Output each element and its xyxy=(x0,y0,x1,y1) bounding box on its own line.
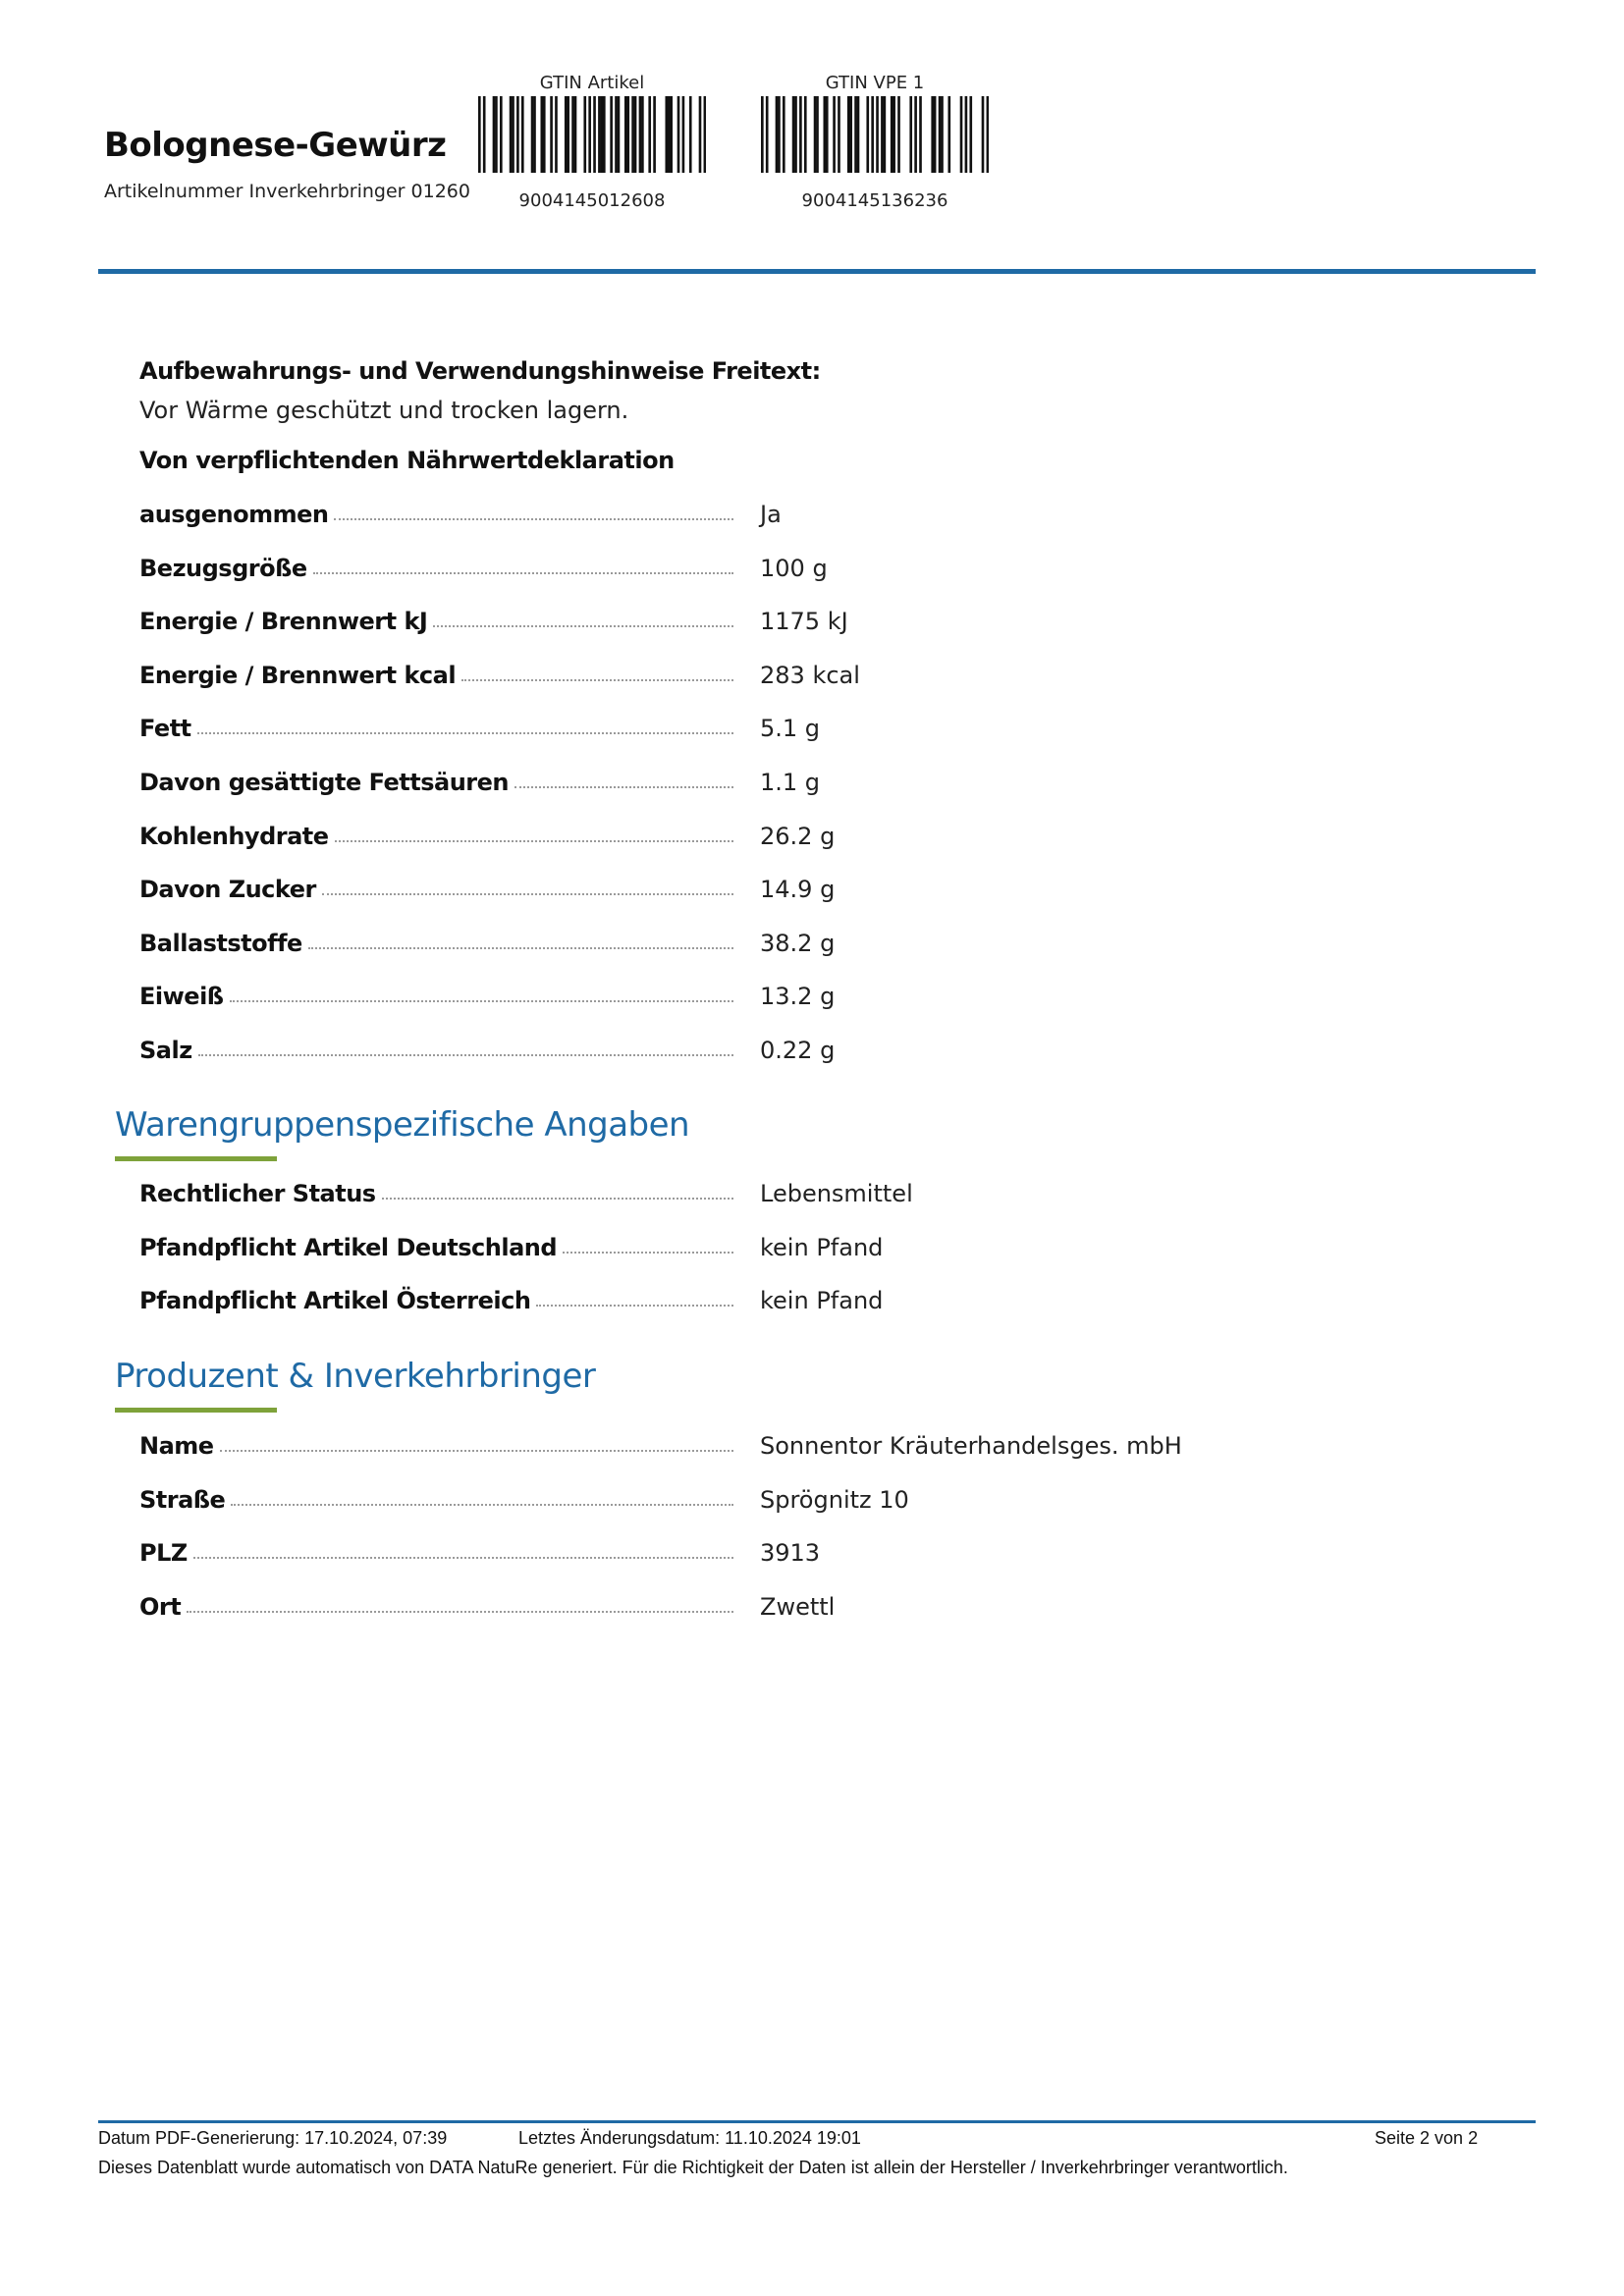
dot-leader xyxy=(335,840,733,842)
barcode-number: 9004145012608 xyxy=(518,190,666,211)
barcode-gtin-artikel xyxy=(469,73,715,211)
barcode-label: GTIN VPE 1 xyxy=(825,73,925,93)
row-value: 13.2 g xyxy=(760,983,836,1011)
footer-generated-date: Datum PDF-Generierung: 17.10.2024, 07:39 xyxy=(98,2128,448,2148)
article-number: Artikelnummer Inverkehrbringer 01260 xyxy=(104,181,470,202)
dot-leader xyxy=(461,679,733,681)
dot-leader xyxy=(433,625,733,627)
row-label: Salz xyxy=(139,1037,192,1064)
row-value: kein Pfand xyxy=(760,1233,884,1261)
storage-heading: Aufbewahrungs- und Verwendungshinweise Freitext: xyxy=(139,357,821,385)
barcode-image xyxy=(761,96,989,173)
table-row xyxy=(139,1029,733,1064)
table-row xyxy=(139,1172,733,1207)
row-label: Ballaststoffe xyxy=(139,929,302,957)
row-label: Davon Zucker xyxy=(139,876,316,904)
row-label: Ort xyxy=(139,1592,182,1621)
section-heading-produzent: Produzent & Inverkehrbringer xyxy=(115,1357,596,1396)
row-value: Sprögnitz 10 xyxy=(760,1485,909,1514)
table-row xyxy=(139,654,733,689)
dot-leader xyxy=(230,1000,733,1002)
row-value: 283 kcal xyxy=(760,661,860,689)
table-row xyxy=(139,1424,733,1460)
dot-leader xyxy=(322,893,733,895)
dot-leader xyxy=(187,1611,733,1613)
storage-text: Vor Wärme geschützt und trocken lagern. xyxy=(139,397,629,424)
row-value: 5.1 g xyxy=(760,715,821,743)
dot-leader xyxy=(563,1252,733,1254)
row-value: 26.2 g xyxy=(760,822,836,850)
row-value: 1.1 g xyxy=(760,769,821,796)
row-label: Name xyxy=(139,1432,214,1460)
row-label: Straße xyxy=(139,1485,226,1514)
row-label: Fett xyxy=(139,715,191,743)
row-value: Ja xyxy=(760,501,782,528)
row-label: Eiweiß xyxy=(139,983,224,1011)
row-label: Energie / Brennwert kJ xyxy=(139,608,428,636)
row-value: 100 g xyxy=(760,554,828,582)
row-label: Energie / Brennwert kcal xyxy=(139,661,457,689)
barcode-label: GTIN Artikel xyxy=(539,73,645,93)
barcode-number: 9004145136236 xyxy=(801,190,948,211)
table-row xyxy=(139,761,733,796)
row-label: Bezugsgröße xyxy=(139,554,307,582)
product-title: Bolognese-Gewürz xyxy=(104,126,447,165)
row-value: Sonnentor Kräuterhandelsges. mbH xyxy=(760,1432,1182,1460)
section-underline xyxy=(115,1408,277,1413)
row-value: 38.2 g xyxy=(760,929,836,957)
table-row xyxy=(139,975,733,1010)
section-underline xyxy=(115,1156,277,1161)
table-row xyxy=(139,493,733,528)
row-value: Zwettl xyxy=(760,1592,836,1621)
barcode-gtin-vpe xyxy=(752,73,998,211)
row-value: 3913 xyxy=(760,1539,821,1568)
row-label: Rechtlicher Status xyxy=(139,1180,376,1207)
dot-leader xyxy=(382,1198,733,1200)
row-value: kein Pfand xyxy=(760,1287,884,1315)
dot-leader xyxy=(334,518,733,520)
table-row xyxy=(139,1279,733,1314)
table-row xyxy=(139,547,733,582)
row-value: Lebensmittel xyxy=(760,1180,913,1207)
row-value: 14.9 g xyxy=(760,876,836,904)
dot-leader xyxy=(197,732,733,734)
footer-divider xyxy=(98,2120,1536,2123)
row-label: Kohlenhydrate xyxy=(139,822,329,850)
dot-leader xyxy=(308,947,733,949)
section-heading-warengruppe: Warengruppenspezifische Angaben xyxy=(115,1105,690,1145)
dot-leader xyxy=(313,572,733,574)
table-row xyxy=(139,707,733,742)
footer-disclaimer: Dieses Datenblatt wurde automatisch von DATA NatuRe generiert. Für die Richtigkeit der Daten ist allein der Hersteller / Inverkehrbringer verantwortlich. xyxy=(98,2158,1288,2177)
dot-leader xyxy=(198,1054,733,1056)
row-label: ausgenommen xyxy=(139,501,329,528)
row-label: PLZ xyxy=(139,1539,188,1568)
row-value: 0.22 g xyxy=(760,1037,836,1064)
row-label: Pfandpflicht Artikel Österreich xyxy=(139,1287,531,1315)
table-row xyxy=(139,600,733,635)
table-row xyxy=(139,922,733,957)
table-row xyxy=(139,1226,733,1261)
table-row xyxy=(139,1585,733,1621)
dot-leader xyxy=(536,1305,733,1307)
table-row xyxy=(139,815,733,850)
row-label: Pfandpflicht Artikel Deutschland xyxy=(139,1233,558,1261)
row-label: Davon gesättigte Fettsäuren xyxy=(139,769,509,796)
barcode-image xyxy=(478,96,706,173)
dot-leader xyxy=(514,786,733,788)
nutrition-heading: Von verpflichtenden Nährwertdeklaration xyxy=(139,447,675,474)
dot-leader xyxy=(193,1557,733,1559)
header-divider xyxy=(98,269,1536,274)
footer-page-number: Seite 2 von 2 xyxy=(1375,2128,1479,2148)
row-value: 1175 kJ xyxy=(760,608,848,636)
dot-leader xyxy=(220,1450,733,1452)
table-row xyxy=(139,1478,733,1514)
dot-leader xyxy=(231,1504,733,1506)
table-row xyxy=(139,1531,733,1567)
table-row xyxy=(139,868,733,903)
footer-changed-date: Letztes Änderungsdatum: 11.10.2024 19:01 xyxy=(518,2128,861,2148)
